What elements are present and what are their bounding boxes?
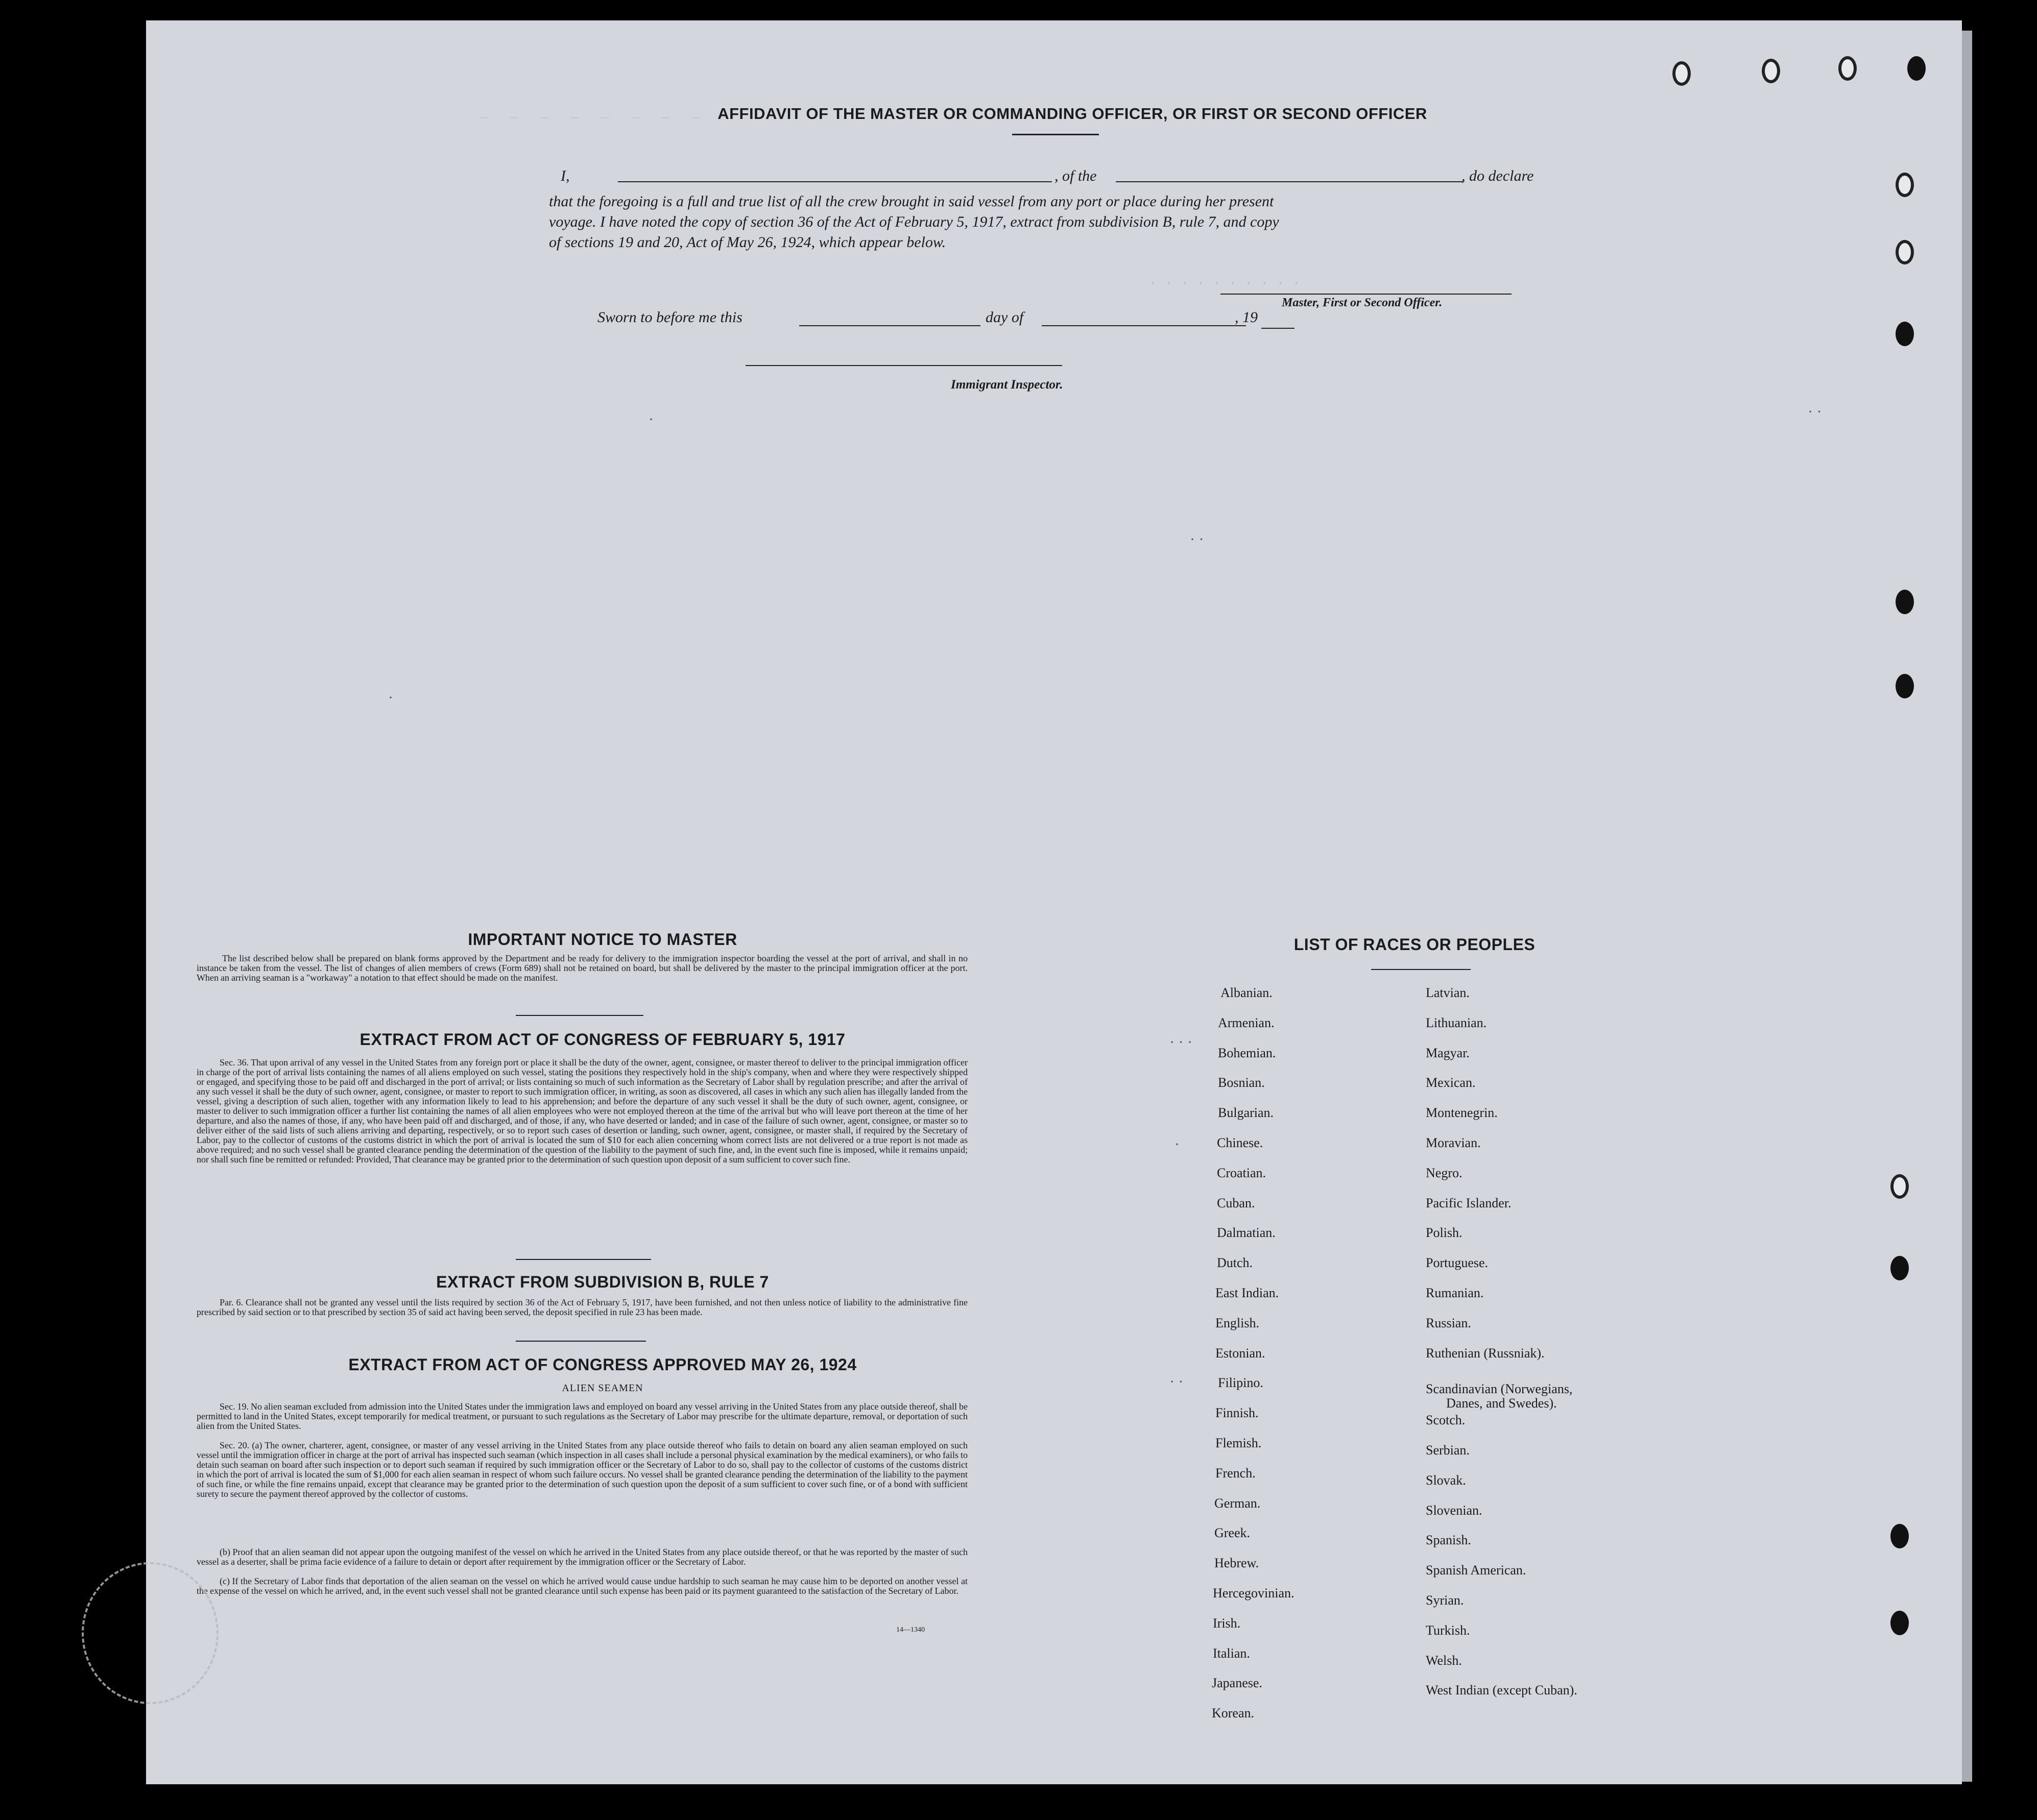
race-item: Slovak.: [1426, 1472, 1466, 1488]
affidavit-body-line-1: that the foregoing is a full and true list of all the crew brought in said vessel from any port or place during her present: [549, 193, 1274, 210]
race-item: Flemish.: [1215, 1436, 1262, 1450]
race-item: Rumanian.: [1426, 1285, 1484, 1300]
i-label: I,: [561, 167, 570, 184]
punch-hole: [1762, 59, 1780, 83]
race-item: Hercegovinian.: [1213, 1586, 1295, 1600]
race-item: Moravian.: [1426, 1135, 1481, 1150]
race-item: Syrian.: [1426, 1593, 1464, 1608]
title-rule: [1012, 134, 1099, 135]
race-item: Filipino.: [1218, 1375, 1263, 1391]
section-rule: [516, 1015, 643, 1016]
race-item: Negro.: [1426, 1165, 1463, 1180]
race-item: Dutch.: [1217, 1255, 1253, 1271]
bleed-through: · · · · · · · · · ·: [1149, 276, 1301, 291]
stray-marks: · ·: [1169, 1373, 1184, 1390]
punch-hole: [1890, 1174, 1909, 1199]
punch-hole: [1907, 56, 1926, 81]
race-item: Chinese.: [1217, 1135, 1263, 1150]
embossed-seal-stamp: [82, 1562, 219, 1704]
extract-1924-sec19: Sec. 19. No alien seaman excluded from admission into the United States under the immigration laws and employed on board any vessel arriving in the United States from any place outside thereof, shall be permitted to land in the United States, except temporarily for medical treatment, or pursuant to such regulations as the Secretary of Labor may prescribe for the ultimate departure, removal, or deportation of such alien from the United States.: [197, 1401, 968, 1431]
race-item: Pacific Islander.: [1426, 1195, 1512, 1210]
race-item: Cuban.: [1217, 1195, 1255, 1210]
extract-1917-text: Sec. 36. That upon arrival of any vessel in the United States from any foreign port or place it shall be the duty of the owner, agent, consignee, or master thereof to deliver to the principal immigration officer in charge of the port of arrival lists containing the names of all aliens employed on such vessel, stating the positions they respectively hold in the ship's company, when and where they were respectively shipped or engaged, and specifying those to be paid off and discharged in the port of arrival; or lists containing so much of such information as the Secretary of Labor shall by regulation prescribe; and after the arrival of any such vessel it shall be the duty of such owner, agent, consignee, or master to report to such immigration officer, in writing, as soon as discovered, all cases in which any such alien has illegally landed from the vessel, giving a description of such alien, together with any information likely to lead to his apprehension; and before the departure of any such vessel it shall be the duty of such owner, agent, consignee, or master to deliver to such immigration officer a further list containing the names of all alien employees who were not employed thereon at the time of the arrival but who will leave port thereon at the time of her departure, and also the names of those, if any, who have been paid off and discharged, and of those, if any, who have deserted or landed; and in case of the failure of such owner, agent, consignee, or master so to deliver either of the said lists of such aliens arriving and departing, respectively, or so to report such cases of desertion or landing, such owner, agent, consignee, or master shall, if required by the Secretary of Labor, pay to the collector of customs of the customs district in which the port of arrival is located the sum of $10 for each alien concerning whom correct lists are not delivered or a true report is not made as above required; and no such vessel shall be granted clearance pending the determination of the question of the liability to the payment of such fine, and, in the event such fine is imposed, while it remains unpaid; nor shall such fine be remitted or refunded: Provided, That clearance may be granted prior to the determination of such question upon deposit of a sum sufficient to cover such fine.: [197, 1057, 968, 1164]
extract-1924-sec20b: (b) Proof that an alien seaman did not appear upon the outgoing manifest of the vessel on which he arrived in the United States from any place outside thereof, or that he was reported by the master of such vessel as a deserter, shall be prima facie evidence of a failure to detain or deport after requirement by the immigration officer or the Secretary of Labor.: [197, 1547, 968, 1567]
race-item: Italian.: [1213, 1645, 1250, 1661]
race-item: English.: [1215, 1315, 1259, 1330]
sworn-label: Sworn to before me this: [597, 309, 742, 326]
race-item: Mexican.: [1426, 1075, 1476, 1090]
name-field-line[interactable]: [618, 181, 1052, 182]
punch-hole: [1890, 1256, 1909, 1280]
races-title-rule: [1371, 969, 1471, 970]
race-item: Hebrew.: [1214, 1556, 1259, 1571]
punch-hole: [1672, 61, 1691, 86]
extract-rule7-text: Par. 6. Clearance shall not be granted any vessel until the lists required by section 36 of the Act of February 5, 1917, have been furnished, and not then unless notice of liability to the administrative fine prescribed by said section or to that prescribed by section 35 of said act having been served, the deposit specified in rule 23 has been made.: [197, 1297, 968, 1317]
affidavit-body-line-3: of sections 19 and 20, Act of May 26, 1924, which appear below.: [549, 234, 946, 251]
race-item: French.: [1215, 1465, 1256, 1481]
inspector-label: Immigrant Inspector.: [951, 378, 1063, 392]
stray-marks: · · ·: [1169, 1034, 1192, 1051]
sworn-month-line[interactable]: [1042, 325, 1246, 326]
extract-1917-title: EXTRACT FROM ACT OF CONGRESS OF FEBRUARY 5, 1917: [360, 1030, 846, 1049]
race-item: Russian.: [1426, 1315, 1471, 1330]
race-item: German.: [1214, 1495, 1261, 1511]
race-item: Finnish.: [1215, 1405, 1259, 1421]
punch-hole: [1896, 322, 1914, 346]
stray-marks: · ·: [1808, 403, 1822, 420]
extract-1924-sec20c: (c) If the Secretary of Labor finds that deportation of the alien seaman on the vessel on which he arrived would cause undue hardship to such seaman he may cause him to be deported on another vessel at the expense of the vessel on which he arrived, and, in the event such vessel shall not be granted clearance until such expense has been paid or its payment guaranteed to the satisfaction of the Secretary of Labor.: [197, 1576, 968, 1596]
sworn-year-line[interactable]: [1261, 328, 1295, 329]
inspector-signature-line[interactable]: [746, 365, 1062, 366]
race-item: Irish.: [1213, 1615, 1241, 1631]
race-item: Scandinavian (Norwegians,: [1426, 1381, 1573, 1397]
race-item: Scotch.: [1426, 1413, 1466, 1428]
race-item: Bosnian.: [1218, 1075, 1265, 1090]
punch-hole: [1890, 1611, 1909, 1635]
race-item: Albanian.: [1220, 985, 1273, 1000]
race-item: Portuguese.: [1426, 1255, 1489, 1271]
affidavit-title: AFFIDAVIT OF THE MASTER OR COMMANDING OFFICER, OR FIRST OR SECOND OFFICER: [717, 105, 1427, 123]
bleed-through: — — — — — — — —: [480, 110, 707, 125]
section-rule: [516, 1259, 651, 1260]
race-item: Korean.: [1212, 1706, 1255, 1721]
race-item: Lithuanian.: [1426, 1015, 1487, 1030]
punch-hole: [1896, 674, 1914, 698]
extract-1924-title: EXTRACT FROM ACT OF CONGRESS APPROVED MAY 26, 1924: [348, 1355, 857, 1374]
notice-title: IMPORTANT NOTICE TO MASTER: [468, 930, 737, 949]
affidavit-body-line-2: voyage. I have noted the copy of section 36 of the Act of February 5, 1917, extract from subdivision B, rule 7, and copy: [549, 213, 1279, 230]
race-item: Ruthenian (Russniak).: [1426, 1345, 1545, 1361]
extract-1924-subtitle: ALIEN SEAMEN: [562, 1382, 643, 1394]
punch-hole: [1896, 590, 1914, 614]
race-item: Montenegrin.: [1426, 1105, 1498, 1121]
race-item: Magyar.: [1426, 1045, 1470, 1060]
race-item: East Indian.: [1215, 1285, 1279, 1300]
punch-hole: [1896, 173, 1914, 197]
sworn-day-line[interactable]: [799, 325, 980, 326]
race-item: Danes, and Swedes).: [1446, 1396, 1557, 1411]
race-item: Bohemian.: [1218, 1045, 1276, 1060]
master-signature-line[interactable]: [1220, 294, 1512, 295]
sheet-edge: [1962, 31, 1972, 1782]
stray-marks: ·: [1175, 1136, 1180, 1153]
stray-marks: ·: [388, 689, 393, 706]
extract-1924-sec20a: Sec. 20. (a) The owner, charterer, agent, consignee, or master of any vessel arriving in the United States from any place outside thereof who fails to detain on board any alien seaman employed on such vessel until the immigration officer in charge at the port of arrival has inspected such seaman (which inspection in all cases shall include a personal physical examination by the medical examiners), or who fails to detain such seaman on board after such inspection or to deport such seaman if required by such immigration officer or the Secretary of Labor to do so, shall pay to the collector of customs of the customs district in which the port of arrival is located the sum of $1,000 for each alien seaman in respect of whom such failure occurs. No vessel shall be granted clearance pending the determination of the liability to the payment of such fine, or while the fine remains unpaid, except that clearance may be granted prior to the determination of such question upon the deposit of a sum sufficient to cover such fine, or of a bond with sufficient surety to secure the payment thereof approved by the collector of customs.: [197, 1440, 968, 1499]
race-item: Dalmatian.: [1217, 1225, 1276, 1241]
race-item: Spanish American.: [1426, 1563, 1526, 1578]
race-item: Latvian.: [1426, 985, 1470, 1000]
punch-hole: [1838, 56, 1857, 81]
race-item: Armenian.: [1218, 1015, 1275, 1030]
form-code: 14—1340: [896, 1626, 925, 1634]
race-item: West Indian (except Cuban).: [1426, 1683, 1577, 1698]
race-item: Turkish.: [1426, 1622, 1470, 1638]
extract-rule7-title: EXTRACT FROM SUBDIVISION B, RULE 7: [436, 1273, 769, 1291]
punch-hole: [1890, 1524, 1909, 1548]
race-item: Croatian.: [1217, 1165, 1266, 1180]
race-item: Slovenian.: [1426, 1502, 1482, 1518]
year-label: , 19: [1235, 309, 1258, 326]
form-sheet: [146, 20, 1962, 1784]
race-item: Spanish.: [1426, 1533, 1471, 1548]
do-declare-label: , do declare: [1461, 167, 1534, 184]
day-of-label: day of: [986, 309, 1024, 326]
race-item: Polish.: [1426, 1225, 1463, 1241]
punch-hole: [1896, 240, 1914, 264]
stray-marks: · ·: [1190, 531, 1204, 548]
race-item: Japanese.: [1212, 1676, 1262, 1691]
race-item: Welsh.: [1426, 1653, 1462, 1668]
race-item: Serbian.: [1426, 1443, 1470, 1458]
races-title: LIST OF RACES OR PEOPLES: [1293, 935, 1536, 954]
race-item: Greek.: [1214, 1525, 1251, 1541]
master-signature-label: Master, First or Second Officer.: [1282, 296, 1443, 309]
race-item: Bulgarian.: [1218, 1105, 1274, 1121]
section-rule: [516, 1341, 646, 1342]
of-the-label: , of the: [1055, 167, 1097, 184]
stray-marks: ·: [649, 411, 654, 428]
vessel-field-line[interactable]: [1116, 181, 1463, 182]
notice-text: The list described below shall be prepared on blank forms approved by the Department and be ready for delivery to the immigration inspector boarding the vessel at the port of arrival, and shall in no instance be taken from the vessel. The list of changes of alien members of crews (Form 689) shall not be retained on board, but shall be delivered by the master to the principal immigration officer at the port. When an arriving seaman is a "workaway" a notation to that effect should be made on the manifest.: [197, 953, 968, 983]
race-item: Estonian.: [1215, 1345, 1265, 1361]
